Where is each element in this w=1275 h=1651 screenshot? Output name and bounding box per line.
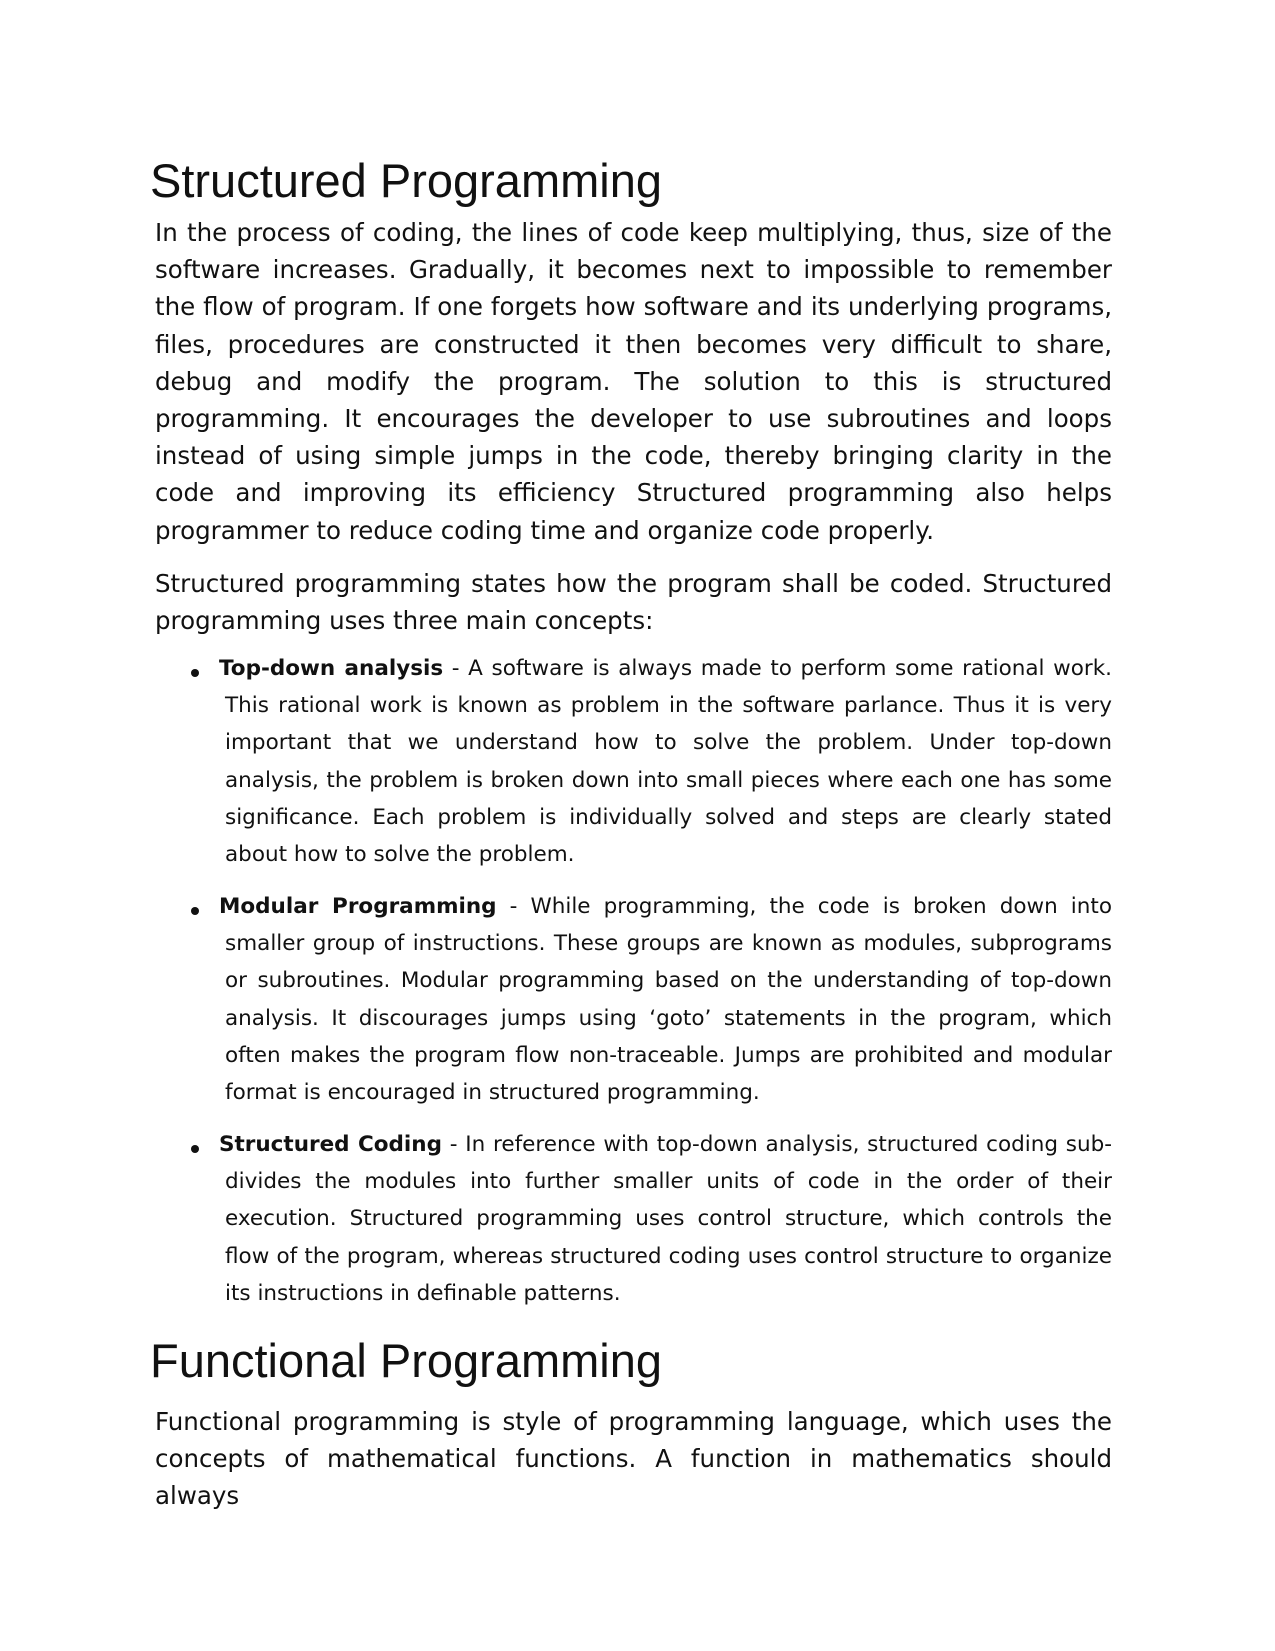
- list-item-body: - A software is always made to perform some rational work. This rational work is known as problem in the software parlance. Thus it is very important that we understand how to solve the problem. Under top-down analysis, the problem is broken down into small pieces where each one has some significance. Each problem is individually solved and steps are clearly stated about how to solve the problem.: [225, 656, 1112, 868]
- list-item-title: Modular Programming: [219, 894, 497, 919]
- bullet-icon: [191, 669, 199, 677]
- list-item-body: - While programming, the code is broken down into smaller group of instructions. These groups are known as modules, subprograms or subroutines. Modular programming based on the understanding of top-down analysis. It discourages jumps using ‘goto’ statements in the program, which often makes the program flow non-traceable. Jumps are prohibited and modular format is encouraged in structured programming.: [225, 894, 1112, 1106]
- list-item-title: Top-down analysis: [219, 656, 444, 681]
- bullet-icon: [191, 907, 199, 915]
- list-item-text: [219, 888, 1112, 1111]
- functional-paragraph: Functional programming is style of programming language, which uses the concepts of mathematical functions. A function in mathematics should always: [155, 1407, 1112, 1511]
- intro-paragraph: In the process of coding, the lines of code keep multiplying, thus, size of the software increases. Gradually, it becomes next to impossible to remember the flow of program. If one forgets how software and its underlying programs, files, procedures are constructed it then becomes very difficult to share, debug and modify the program. The solution to this is structured programming. It encourages the developer to use subroutines and loops instead of using simple jumps in the code, thereby bringing clarity in the code and improving its efficiency Structured programming also helps programmer to reduce coding time and organize code properly.: [155, 218, 1112, 545]
- list-item-text: [219, 650, 1112, 873]
- section-heading-functional-programming: Functional Programming: [150, 1334, 662, 1387]
- concepts-paragraph: Structured programming states how the program shall be coded. Structured programming uses three main concepts:: [155, 569, 1112, 636]
- section-heading-structured-programming: Structured Programming: [150, 154, 662, 207]
- list-item-body: - In reference with top-down analysis, structured coding sub-divides the modules into further smaller units of code in the order of their execution. Structured programming uses control structure, which controls the flow of the program, whereas structured coding uses control structure to organize its instructions in definable patterns.: [225, 1132, 1112, 1306]
- bullet-icon: [191, 1145, 199, 1153]
- list-item-text: [219, 1126, 1112, 1312]
- list-item-title: Structured Coding: [219, 1132, 442, 1157]
